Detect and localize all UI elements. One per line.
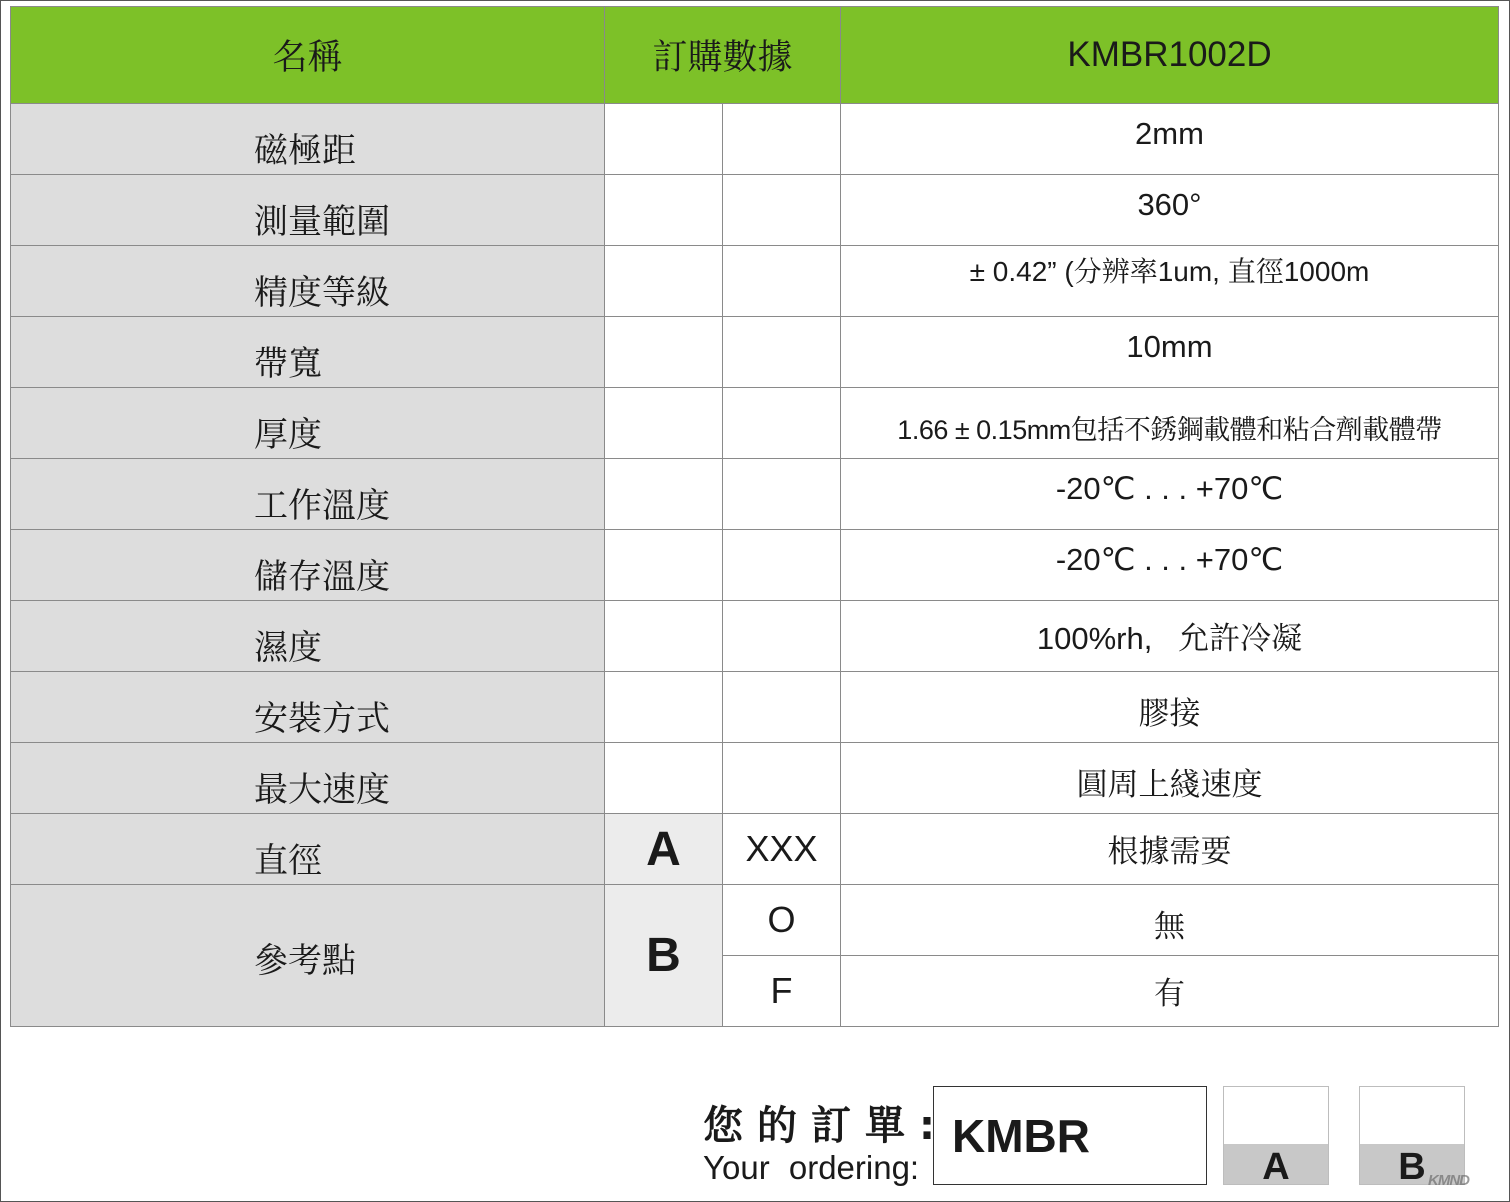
empty-code-cell bbox=[605, 530, 723, 601]
slot-a-label: A bbox=[1224, 1144, 1328, 1184]
empty-code-cell bbox=[605, 246, 723, 317]
row-value: 1.66 ± 0.15mm包括不銹鋼載體和粘合劑載體帶 bbox=[841, 388, 1499, 459]
row-value: 100%rh, 允許冷凝 bbox=[841, 601, 1499, 672]
row-value: 有 bbox=[841, 956, 1499, 1027]
empty-code-cell bbox=[605, 601, 723, 672]
row-value: ± 0.42” (分辨率1um, 直徑1000m bbox=[841, 246, 1499, 317]
row-value: -20℃ . . . +70℃ bbox=[841, 530, 1499, 601]
order-slot-a[interactable] bbox=[1223, 1086, 1329, 1188]
order-slot-b[interactable] bbox=[1359, 1086, 1465, 1188]
row-name: 帶寬 bbox=[254, 344, 322, 384]
table-row bbox=[11, 317, 1499, 388]
empty-code-cell bbox=[723, 175, 841, 246]
empty-code-cell bbox=[605, 317, 723, 388]
order-prefix-box: KMBR bbox=[933, 1086, 1207, 1185]
empty-code-cell bbox=[723, 246, 841, 317]
row-name: 磁極距 bbox=[254, 131, 356, 171]
empty-code-cell bbox=[723, 459, 841, 530]
empty-code-cell bbox=[723, 317, 841, 388]
table-row bbox=[11, 530, 1499, 601]
row-value: 膠接 bbox=[841, 672, 1499, 743]
table-row bbox=[11, 246, 1499, 317]
row-name: 厚度 bbox=[254, 415, 322, 455]
table-header bbox=[11, 7, 1499, 104]
table-row bbox=[11, 388, 1499, 459]
empty-code-cell bbox=[605, 672, 723, 743]
option-letter-b: B bbox=[605, 885, 723, 1027]
reference-row bbox=[11, 885, 1499, 956]
spec-table bbox=[10, 6, 1499, 1027]
row-value: 無 bbox=[841, 885, 1499, 956]
row-value: 10mm bbox=[841, 317, 1499, 388]
empty-code-cell bbox=[723, 388, 841, 459]
order-label bbox=[703, 1094, 949, 1187]
order-label-zh: 您的訂單: bbox=[703, 1103, 949, 1149]
empty-code-cell bbox=[605, 104, 723, 175]
row-name: 儲存溫度 bbox=[254, 557, 390, 597]
slot-b-label: B bbox=[1360, 1144, 1464, 1184]
diameter-row bbox=[11, 814, 1499, 885]
empty-code-cell bbox=[723, 601, 841, 672]
table-row bbox=[11, 672, 1499, 743]
row-name: 參考點 bbox=[254, 941, 356, 981]
row-value: -20℃ . . . +70℃ bbox=[841, 459, 1499, 530]
empty-code-cell bbox=[723, 104, 841, 175]
empty-code-cell bbox=[605, 459, 723, 530]
option-letter-a: A bbox=[605, 814, 723, 885]
row-name: 安裝方式 bbox=[254, 699, 390, 739]
empty-code-cell bbox=[723, 743, 841, 814]
table-row bbox=[11, 175, 1499, 246]
row-name: 最大速度 bbox=[254, 770, 390, 810]
row-value: 根據需要 bbox=[841, 814, 1499, 885]
watermark-logo: KMND bbox=[1428, 1172, 1469, 1189]
header-name: 名稱 bbox=[11, 7, 605, 104]
empty-code-cell bbox=[605, 175, 723, 246]
table-row bbox=[11, 459, 1499, 530]
row-name: 測量範圍 bbox=[254, 202, 390, 242]
empty-code-cell bbox=[723, 672, 841, 743]
empty-code-cell bbox=[605, 743, 723, 814]
row-name: 直徑 bbox=[254, 841, 322, 881]
option-code: XXX bbox=[723, 814, 841, 885]
header-model: KMBR1002D bbox=[841, 7, 1499, 104]
empty-code-cell bbox=[723, 530, 841, 601]
empty-code-cell bbox=[605, 388, 723, 459]
row-value: 360° bbox=[841, 175, 1499, 246]
table-row bbox=[11, 743, 1499, 814]
row-name: 工作溫度 bbox=[254, 486, 390, 526]
row-name: 濕度 bbox=[254, 628, 322, 668]
table-row bbox=[11, 104, 1499, 175]
order-label-en: Your ordering: bbox=[703, 1149, 920, 1186]
option-code: O bbox=[723, 885, 841, 956]
table-row bbox=[11, 601, 1499, 672]
row-value: 圓周上綫速度 bbox=[841, 743, 1499, 814]
header-order-data: 訂購數據 bbox=[605, 7, 841, 104]
row-value: 2mm bbox=[841, 104, 1499, 175]
row-name: 精度等級 bbox=[254, 273, 390, 313]
option-code: F bbox=[723, 956, 841, 1027]
